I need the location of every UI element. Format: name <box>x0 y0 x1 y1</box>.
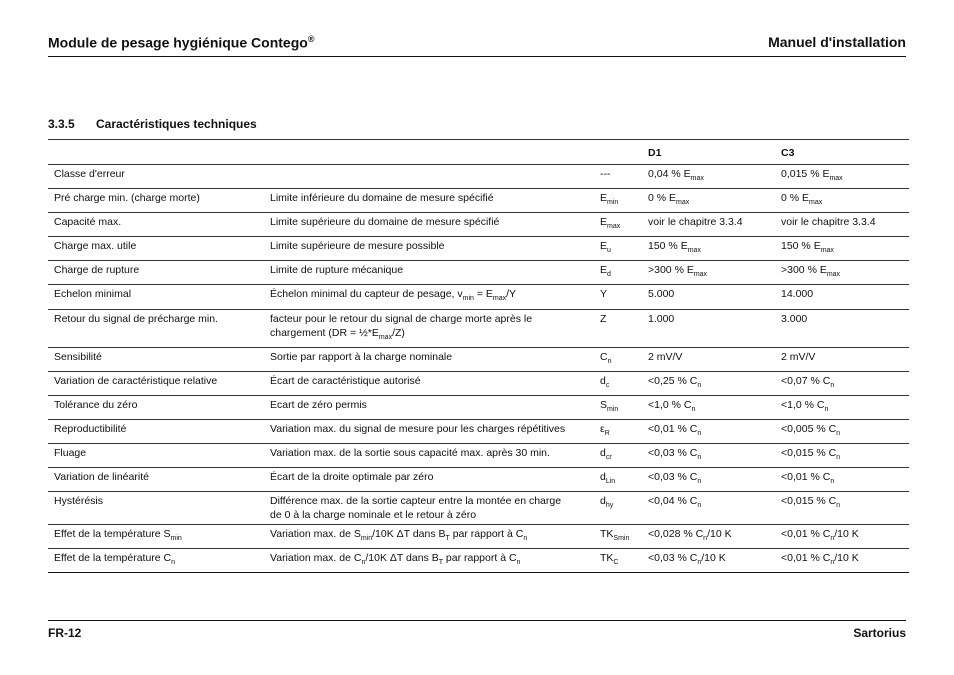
column-header-c3: C3 <box>775 140 909 165</box>
row-value-c3: 0,015 % $E_{max}$ <box>775 165 909 189</box>
row-label: Variation de linéarité <box>48 468 264 492</box>
row-value-d1: voir le chapitre 3.3.4 <box>642 213 775 237</box>
row-label: Sensibilité <box>48 347 264 371</box>
row-description: Échelon minimal du capteur de pesage, $v_{min} = E_{max}/Y$ <box>264 285 594 309</box>
row-value-c3: 14.000 <box>775 285 909 309</box>
row-symbol: $d_c$ <box>594 371 642 395</box>
row-description: Sortie par rapport à la charge nominale <box>264 347 594 371</box>
table-row <box>48 492 909 525</box>
row-value-d1: <0,25 % $C_n$ <box>642 371 775 395</box>
row-description: Écart de la droite optimale par zéro <box>264 468 594 492</box>
row-value-d1: 2 mV/V <box>642 347 775 371</box>
row-value-c3: <0,015 % $C_n$ <box>775 444 909 468</box>
row-symbol: $E_{max}$ <box>594 213 642 237</box>
row-symbol: $d_{cr}$ <box>594 444 642 468</box>
row-description: Variation max. de $S_{min}/10K$ ΔT dans $B_T$ par rapport à $C_n$ <box>264 525 594 549</box>
row-symbol: --- <box>594 165 642 189</box>
row-value-c3: <0,01 % $C_n/10$ K <box>775 549 909 573</box>
row-value-d1: <0,03 % $C_n/10$ K <box>642 549 775 573</box>
row-description: Différence max. de la sortie capteur entre la montée en charge de 0 à la charge nominale et le retour à zéro <box>264 492 594 525</box>
row-description: Variation max. de la sortie sous capacité max. après 30 min. <box>264 444 594 468</box>
row-description: Écart de caractéristique autorisé <box>264 371 594 395</box>
column-header-d1: D1 <box>642 140 775 165</box>
table-row <box>48 347 909 371</box>
row-value-c3: 3.000 <box>775 309 909 347</box>
row-value-c3: <0,07 % $C_n$ <box>775 371 909 395</box>
page-number: FR-12 <box>48 626 82 640</box>
row-symbol: Y <box>594 285 642 309</box>
row-value-d1: 150 % $E_{max}$ <box>642 237 775 261</box>
section-number: 3.3.5 <box>48 117 75 131</box>
row-label: Effet de la température $S_{min}$ <box>48 525 264 549</box>
table-row <box>48 468 909 492</box>
row-description: facteur pour le retour du signal de charge morte après le chargement $(DR = \frac{1}{2}*E_{max}/Z)$ <box>264 309 594 347</box>
row-symbol: $\varepsilon_R$ <box>594 419 642 443</box>
row-value-c3: <1,0 % $C_n$ <box>775 395 909 419</box>
table-row <box>48 525 909 549</box>
row-value-d1: 1.000 <box>642 309 775 347</box>
table-row <box>48 309 909 347</box>
row-value-d1: <0,03 % $C_n$ <box>642 468 775 492</box>
row-description: Limite supérieure du domaine de mesure spécifié <box>264 213 594 237</box>
row-value-c3: <0,01 % $C_n/10$ K <box>775 525 909 549</box>
row-description <box>264 165 594 189</box>
row-symbol: $E_u$ <box>594 237 642 261</box>
section-heading <box>48 117 257 131</box>
row-description: Limite supérieure de mesure possible <box>264 237 594 261</box>
row-symbol: $d_{Lin}$ <box>594 468 642 492</box>
row-value-c3: >300 % $E_{max}$ <box>775 261 909 285</box>
row-description: Variation max. de $C_n/10K$ ΔT dans $B_T$ par rapport à $C_n$ <box>264 549 594 573</box>
table-row <box>48 261 909 285</box>
row-symbol: $E_d$ <box>594 261 642 285</box>
table-row <box>48 285 909 309</box>
row-symbol: $TK_{Smin}$ <box>594 525 642 549</box>
table-row <box>48 165 909 189</box>
table-row <box>48 549 909 573</box>
section-title: Caractéristiques techniques <box>96 117 257 131</box>
row-label: Variation de caractéristique relative <box>48 371 264 395</box>
table-row <box>48 237 909 261</box>
row-value-d1: <0,03 % $C_n$ <box>642 444 775 468</box>
specifications-table <box>48 139 909 573</box>
row-value-d1: 5.000 <box>642 285 775 309</box>
row-value-c3: <0,015 % $C_n$ <box>775 492 909 525</box>
row-value-c3: voir le chapitre 3.3.4 <box>775 213 909 237</box>
row-symbol: $S_{min}$ <box>594 395 642 419</box>
row-value-d1: <0,01 % $C_n$ <box>642 419 775 443</box>
row-description: Variation max. du signal de mesure pour les charges répétitives <box>264 419 594 443</box>
row-description: Limite inférieure du domaine de mesure spécifié <box>264 189 594 213</box>
row-label: Echelon minimal <box>48 285 264 309</box>
row-value-d1: 0 % $E_{max}$ <box>642 189 775 213</box>
row-symbol: $d_{hy}$ <box>594 492 642 525</box>
page-header <box>48 32 906 57</box>
row-value-c3: 0 % $E_{max}$ <box>775 189 909 213</box>
row-value-d1: >300 % $E_{max}$ <box>642 261 775 285</box>
table-row <box>48 395 909 419</box>
row-description: Limite de rupture mécanique <box>264 261 594 285</box>
table-row <box>48 419 909 443</box>
row-label: Tolérance du zéro <box>48 395 264 419</box>
row-label: Capacité max. <box>48 213 264 237</box>
table-row <box>48 189 909 213</box>
table-row <box>48 444 909 468</box>
table-header-row <box>48 140 909 165</box>
row-value-c3: 2 mV/V <box>775 347 909 371</box>
row-description: Ecart de zéro permis <box>264 395 594 419</box>
brand-name: Sartorius <box>853 626 906 640</box>
row-label: Hystérésis <box>48 492 264 525</box>
row-value-c3: <0,01 % $C_n$ <box>775 468 909 492</box>
row-label: Charge max. utile <box>48 237 264 261</box>
row-label: Retour du signal de précharge min. <box>48 309 264 347</box>
row-symbol: Z <box>594 309 642 347</box>
row-label: Fluage <box>48 444 264 468</box>
row-value-c3: <0,005 % $C_n$ <box>775 419 909 443</box>
row-label: Pré charge min. (charge morte) <box>48 189 264 213</box>
manual-type: Manuel d'installation <box>768 34 906 50</box>
row-symbol: $C_n$ <box>594 347 642 371</box>
document-title: Module de pesage hygiénique Contego® <box>48 34 315 51</box>
page-footer <box>48 620 906 640</box>
row-label: Charge de rupture <box>48 261 264 285</box>
row-label: Classe d'erreur <box>48 165 264 189</box>
row-symbol: $TK_C$ <box>594 549 642 573</box>
row-value-d1: <1,0 % $C_n$ <box>642 395 775 419</box>
row-symbol: $E_{min}$ <box>594 189 642 213</box>
table-row <box>48 213 909 237</box>
row-value-d1: 0,04 % $E_{max}$ <box>642 165 775 189</box>
row-label: Reproductibilité <box>48 419 264 443</box>
row-value-c3: 150 % $E_{max}$ <box>775 237 909 261</box>
row-value-d1: <0,04 % $C_n$ <box>642 492 775 525</box>
row-value-d1: <0,028 % $C_n/10$ K <box>642 525 775 549</box>
row-label: Effet de la température $C_n$ <box>48 549 264 573</box>
table-row <box>48 371 909 395</box>
